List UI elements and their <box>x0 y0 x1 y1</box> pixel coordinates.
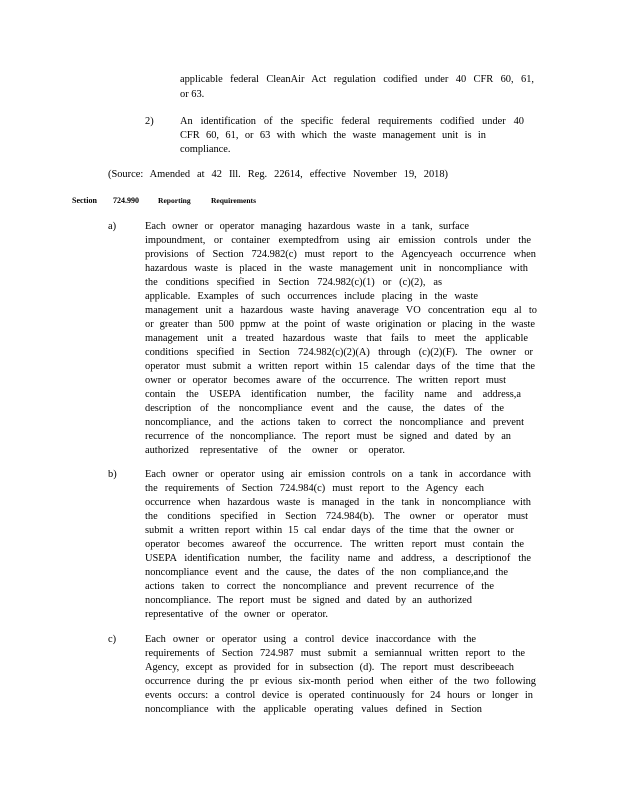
text-line <box>0 374 618 387</box>
paragraph-line: the conditions specified in Section 724.984(b). The owner or operator must <box>145 511 528 522</box>
paragraph-line: provisions of Section 724.982(c) must report to the Agencyeach occurrence when <box>145 249 536 260</box>
source-note: (Source: Amended at 42 Ill. Reg. 22614, effective November 19, 2018) <box>108 169 448 180</box>
text-line <box>0 276 618 289</box>
text-line <box>0 482 618 495</box>
text-line <box>0 416 618 429</box>
text-line <box>0 129 618 142</box>
paragraph-line: Each owner or operator using a control device inaccordance with the <box>145 634 476 645</box>
text-line <box>0 675 618 688</box>
paragraph-line: noncompliance event and the cause, the dates of the non compliance,and the <box>145 567 508 578</box>
item-label: 2) <box>145 116 154 127</box>
paragraph-line: description of the noncompliance event and the cause, the dates of the <box>145 403 504 414</box>
paragraph-line: Agency, except as provided for in subsection (d). The report must describeeach <box>145 662 514 673</box>
text-line <box>0 262 618 275</box>
text-line <box>0 248 618 261</box>
text-line <box>0 633 618 646</box>
item-line: An identification of the specific federal requirements codified under 40 <box>180 116 524 127</box>
paragraph-line: owner or operator becomes aware of the occurrence. The written report must <box>145 375 506 386</box>
text-line <box>0 332 618 345</box>
text-line <box>0 647 618 660</box>
text-line <box>0 346 618 359</box>
paragraph-line: requirements of Section 724.987 must submit a semiannual written report to the <box>145 648 525 659</box>
text-line <box>0 115 618 128</box>
text-line <box>0 703 618 716</box>
paragraph-line: noncompliance with the applicable operating values defined in Section <box>145 704 482 715</box>
text-line <box>0 538 618 551</box>
paragraph-line: the requirements of Section 724.984(c) must report to the Agency each <box>145 483 484 494</box>
paragraph-line: applicable. Examples of such occurrences include placing in the waste <box>145 291 478 302</box>
paragraph-line: conditions specified in Section 724.982(c)(2)(A) through (c)(2)(F). The owner or <box>145 347 533 358</box>
paragraph-line: management unit a treated hazardous waste that fails to meet the applicable <box>145 333 528 344</box>
paragraph-line: occurrence during the pr evious six-month period when either of the two following <box>145 676 536 687</box>
text-line <box>0 552 618 565</box>
text-line <box>0 388 618 401</box>
paragraph-line: noncompliance. The report must be signed and dated by an authorized <box>145 595 472 606</box>
paragraph-line: contain the USEPA identification number, the facility name and address,a <box>145 389 521 400</box>
paragraph-label: c) <box>108 634 117 645</box>
paragraph-line: hazardous waste is placed in the waste management unit in noncompliance with <box>145 263 528 274</box>
text-line <box>0 73 618 86</box>
paragraph-line: representative of the owner or operator. <box>145 609 328 620</box>
text-line <box>0 318 618 331</box>
text-line <box>0 594 618 607</box>
text-line <box>0 168 618 181</box>
paragraph-line: submit a written report within 15 cal endar days of the time that the owner or <box>145 525 514 536</box>
text-line <box>0 608 618 621</box>
text-line <box>0 566 618 579</box>
text-line <box>0 580 618 593</box>
paragraph-line: Each owner or operator managing hazardous waste in a tank, surface <box>145 221 469 232</box>
text-line <box>0 444 618 457</box>
text-line <box>0 402 618 415</box>
paragraph-line: Each owner or operator using air emission controls on a tank in accordance with <box>145 469 531 480</box>
paragraph-line: recurrence of the noncompliance. The report must be signed and dated by an <box>145 431 511 442</box>
text-line <box>0 290 618 303</box>
text-line <box>0 88 618 101</box>
paragraph-line: authorized representative of the owner or operator. <box>145 445 405 456</box>
text-line <box>0 689 618 702</box>
section-word: Section <box>72 196 97 205</box>
paragraph-line: USEPA identification number, the facility name and address, a descriptionof the <box>145 553 531 564</box>
text-line <box>0 234 618 247</box>
paragraph-line: or greater than 500 ppmw at the point of waste origination or placing in the waste <box>145 319 535 330</box>
item-line: CFR 60, 61, or 63 with which the waste management unit is in <box>180 130 486 141</box>
section-title: Reporting Requirements <box>158 196 256 205</box>
text-line <box>0 304 618 317</box>
section-number: 724.990 <box>113 196 139 205</box>
section-heading <box>0 194 618 207</box>
text-line <box>0 510 618 523</box>
text-line <box>0 496 618 509</box>
text-line <box>0 430 618 443</box>
item-line: compliance. <box>180 144 231 155</box>
paragraph-label: a) <box>108 221 117 232</box>
paragraph-line: operator must submit a written report within 15 calendar days of the time that the <box>145 361 535 372</box>
paragraph-label: b) <box>108 469 117 480</box>
paragraph-line: the conditions specified in Section 724.982(c)(1) or (c)(2), as <box>145 277 442 288</box>
paragraph-line: impoundment, or container exemptedfrom using air emission controls under the <box>145 235 531 246</box>
text-line <box>0 468 618 481</box>
continuation-line: or 63. <box>180 89 205 100</box>
paragraph-line: operator becomes awareof the occurrence. The written report must contain the <box>145 539 524 550</box>
text-line <box>0 143 618 156</box>
text-line <box>0 524 618 537</box>
paragraph-line: events occurs: a control device is operated continuously for 24 hours or longer in <box>145 690 533 701</box>
continuation-line: applicable federal CleanAir Act regulation codified under 40 CFR 60, 61, <box>180 74 534 85</box>
paragraph-line: occurrence when hazardous waste is managed in the tank in noncompliance with <box>145 497 531 508</box>
paragraph-line: management unit a hazardous waste having anaverage VO concentration equ al to <box>145 305 537 316</box>
text-line <box>0 220 618 233</box>
text-line <box>0 360 618 373</box>
paragraph-line: noncompliance, and the actions taken to correct the noncompliance and prevent <box>145 417 524 428</box>
text-line <box>0 661 618 674</box>
paragraph-line: actions taken to correct the noncompliance and prevent recurrence of the <box>145 581 494 592</box>
